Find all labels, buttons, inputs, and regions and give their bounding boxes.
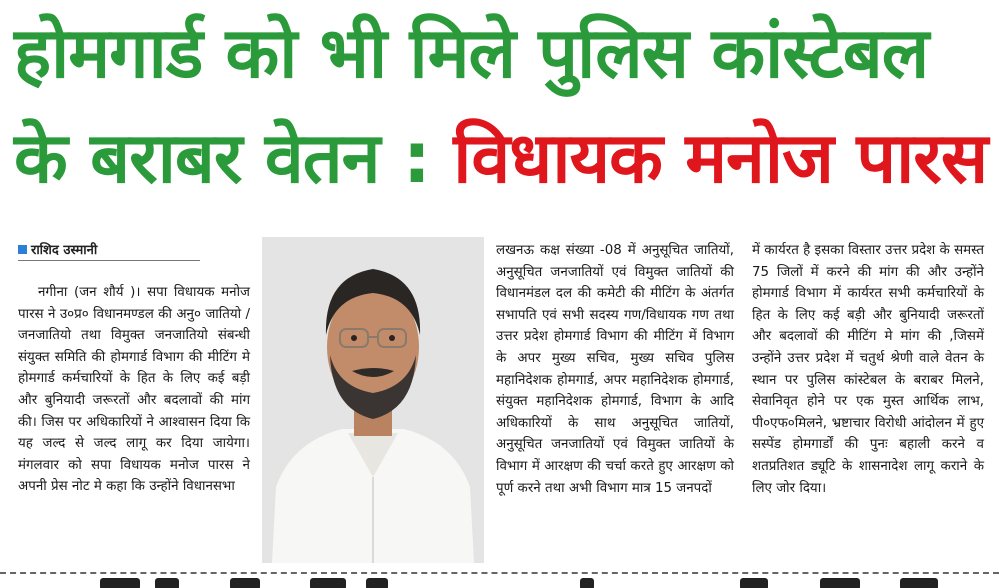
headline-line-2-red: विधायक मनोज पारस <box>453 117 988 199</box>
portrait-illustration <box>262 237 484 563</box>
byline <box>18 240 200 261</box>
byline-marker-icon <box>18 245 27 254</box>
headline-line-1: होमगार्ड को भी मिले पुलिस कांस्टेबल <box>14 12 929 94</box>
article-column-1-text: नगीना (जन शौर्य )। सपा विधायक मनोज पारस ने उ०प्र० विधानमण्डल की अनु० जातियो / जनजातियो तथा विमुक्त जनजातियो संबन्धी संयुक्त समिति की होमगार्ड विभाग की मीटिंग मे होमगार्ड कर्मचारियों के हित के लिए कई बड़ी और बुनियादी जरूरतों और बदलावों की मांग की। जिस पर अधिकारियों ने आश्वासन दिया कि यह जल्द से जल्द लागू कर दिया जायेगा। मंगलवार को सपा विधायक मनोज पारस ने अपनी प्रेस नोट मे कहा कि उन्होंने विधानसभा <box>18 285 250 495</box>
byline-author: राशिद उस्मानी <box>31 243 98 258</box>
article-column-3-text: में कार्यरत है इसका विस्तार उत्तर प्रदेश के समस्त 75 जिलों में करने की मांग की और उन्होंने होमगार्ड विभाग में कार्यरत सभी कर्मचारियों के हित के लिए कई बड़ी और बुनियादी जरूरतों और बदलावों की मीटिंग मे मांग की ,जिसमें उन्होंने उत्तर प्रदेश में चतुर्थ श्रेणी वाले वेतन के स्थान पर पुलिस कांस्टेबल के बराबर मिलने, सेवानिवृत होने पर एक मुस्त आर्थिक लाभ, पी०एफ०मिलने, भ्रष्टाचार विरोधी आंदोलन में हुए सस्पेंड होमगार्डों की पुनः बहाली करने व शतप्रतिशत ड्यूटि के शासनादेश लागू कराने के लिए जोर दिया। <box>752 243 984 496</box>
headline-line-2 <box>14 112 999 204</box>
article-column-2-text: लखनऊ कक्ष संख्या -08 में अनुसूचित जातियों, अनुसूचित जनजातियों एवं विमुक्त जातियों की विधानमंडल दल की कमेटी की मीटिंग के अंतर्गत सभापति एवं सभी सदस्य गण/विधायक गण तथा उत्तर प्रदेश होमगार्ड विभाग की मीटिंग में विभाग के अपर मुख्य सचिव, मुख्य सचिव पुलिस महानिदेशक होमगार्ड, अपर महानिदेशक होमगार्ड, संयुक्त महानिदेशक होमगार्ड, विभाग के आदि अधिकारियों के साथ अनुसूचित जातियों, अनुसूचित जनजातियों एवं विमुक्त जातियों के विभाग में आरक्षण की चर्चा करते हुए आरक्षण को पूर्ण करने तथा अभी विभाग मात्र 15 जनपदों <box>496 243 734 496</box>
article-column-2 <box>496 240 734 499</box>
article-column-1 <box>18 282 250 498</box>
page-divider-dashed <box>0 572 999 574</box>
mla-portrait-photo <box>262 237 484 563</box>
cut-off-next-headline <box>0 576 999 588</box>
headline-line-2-green: के बराबर वेतन : <box>14 117 454 199</box>
article-column-3 <box>752 240 984 499</box>
